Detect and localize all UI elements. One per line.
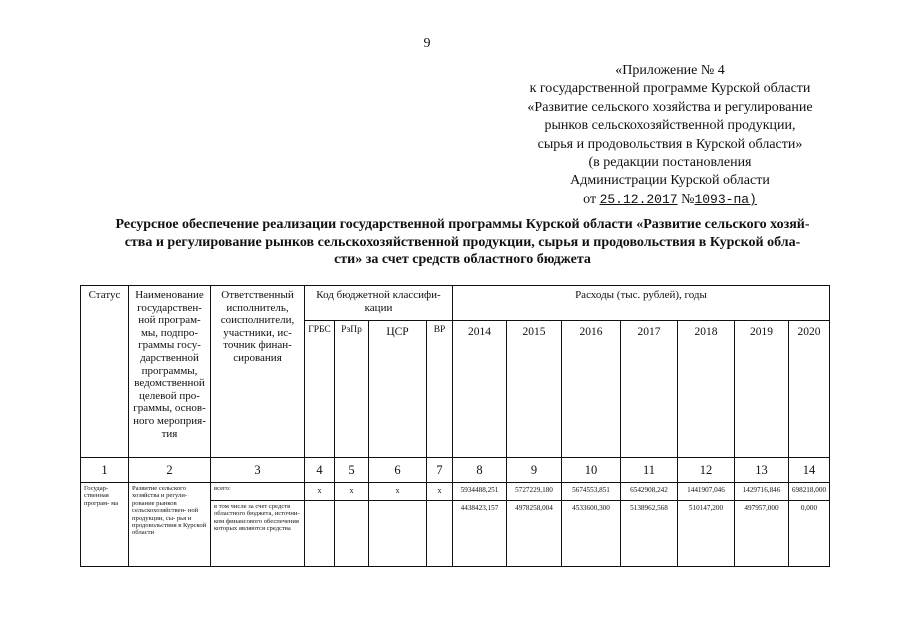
column-number: 1: [81, 458, 129, 483]
row-regional-label: в том числе за счет средств областного бюджета, источни- ком финансового обеспечения которых являются средства: [211, 501, 305, 567]
column-number: 12: [678, 458, 735, 483]
row-empty-code: [369, 501, 427, 567]
header-csr: ЦСР: [369, 321, 427, 458]
resolution-date: 25.12.2017: [599, 191, 678, 207]
title-line: Ресурсное обеспечение реализации государственной программы Курской области «Развитие сельского хозяй-: [115, 217, 810, 232]
page-number: 9: [423, 36, 431, 51]
header-grbs: ГРБС: [305, 321, 335, 458]
date-prefix: от: [583, 191, 597, 207]
column-number: 2: [129, 458, 211, 483]
row-regional-value: 5138962,568: [621, 501, 678, 567]
header-year: 2019: [735, 321, 789, 458]
row-empty-code: [335, 501, 369, 567]
appendix-header: [500, 62, 840, 209]
column-number: 6: [369, 458, 427, 483]
row-empty-code: [305, 501, 335, 567]
number-prefix: №: [681, 191, 695, 207]
header-year: 2014: [453, 321, 507, 458]
row-total-value: 1441907,046: [678, 483, 735, 501]
row-total-value: 5674553,851: [562, 483, 621, 501]
row-total-value: 698218,000: [789, 483, 830, 501]
row-total-value: 6542908,242: [621, 483, 678, 501]
title-line: ства и регулирование рынков сельскохозяйственной продукции, сырья и продовольствия в Курской обла-: [124, 234, 801, 250]
row-total-code: x: [427, 483, 453, 501]
resolution-number: 1093-па): [694, 191, 757, 207]
row-regional-value: 497957,000: [735, 501, 789, 567]
column-number: 7: [427, 458, 453, 483]
row-total-value: 5934488,251: [453, 483, 507, 501]
header-year: 2018: [678, 321, 735, 458]
header-program-name: Наименование государствен- ной програм- мы, подпро- граммы госу- дарственной программы, ведомственной целевой про- граммы, основ- ного мероприя- тия: [129, 286, 211, 458]
header-year: 2015: [507, 321, 562, 458]
appendix-line: «Приложение № 4: [615, 63, 725, 78]
row-program-name: Развитие сельского хозяйства и регули- рование рынков сельскохозяйствен- ной продукции, сы- рья и продовольствия в Курской области: [129, 483, 211, 567]
document-title: [80, 216, 845, 269]
header-year: 2017: [621, 321, 678, 458]
column-number: 10: [562, 458, 621, 483]
resource-table: [80, 285, 830, 567]
resource-table-wrapper: [80, 285, 830, 567]
column-number: 4: [305, 458, 335, 483]
header-vr: ВР: [427, 321, 453, 458]
row-total-code: x: [335, 483, 369, 501]
row-total-label: всего:: [211, 483, 305, 501]
header-year: 2020: [789, 321, 830, 458]
header-executor: Ответственный исполнитель, соисполнители, участники, ис- точник финан- сирования: [211, 286, 305, 458]
header-rzpr: РзПр: [335, 321, 369, 458]
title-line: сти» за счет средств областного бюджета: [334, 252, 591, 267]
header-expenses: Расходы (тыс. рублей), годы: [453, 286, 830, 321]
appendix-line: к государственной программе Курской области: [529, 81, 811, 97]
row-regional-value: 510147,200: [678, 501, 735, 567]
row-total-value: 5727229,180: [507, 483, 562, 501]
row-regional-value: 0,000: [789, 501, 830, 567]
row-status: Государ- ственная програм- ма: [81, 483, 129, 567]
appendix-line: рынков сельскохозяйственной продукции,: [544, 118, 796, 134]
appendix-date-line: [500, 191, 840, 209]
appendix-line: «Развитие сельского хозяйства и регулирование: [527, 99, 813, 115]
column-number: 8: [453, 458, 507, 483]
row-regional-value: 4533600,300: [562, 501, 621, 567]
row-regional-value: 4438423,157: [453, 501, 507, 567]
column-number: 11: [621, 458, 678, 483]
header-budget-code: Код бюджетной классифи- кации: [305, 286, 453, 321]
header-year: 2016: [562, 321, 621, 458]
appendix-line: сырья и продовольствия в Курской области»: [537, 136, 803, 152]
column-number: 3: [211, 458, 305, 483]
row-total-code: x: [369, 483, 427, 501]
header-status: Статус: [81, 286, 129, 458]
appendix-line: Администрации Курской области: [570, 173, 770, 189]
column-number: 13: [735, 458, 789, 483]
column-number: 5: [335, 458, 369, 483]
row-total-code: x: [305, 483, 335, 501]
column-number: 9: [507, 458, 562, 483]
row-total-value: 1429716,846: [735, 483, 789, 501]
row-empty-code: [427, 501, 453, 567]
row-regional-value: 4978258,004: [507, 501, 562, 567]
appendix-line: (в редакции постановления: [588, 155, 752, 171]
column-number: 14: [789, 458, 830, 483]
